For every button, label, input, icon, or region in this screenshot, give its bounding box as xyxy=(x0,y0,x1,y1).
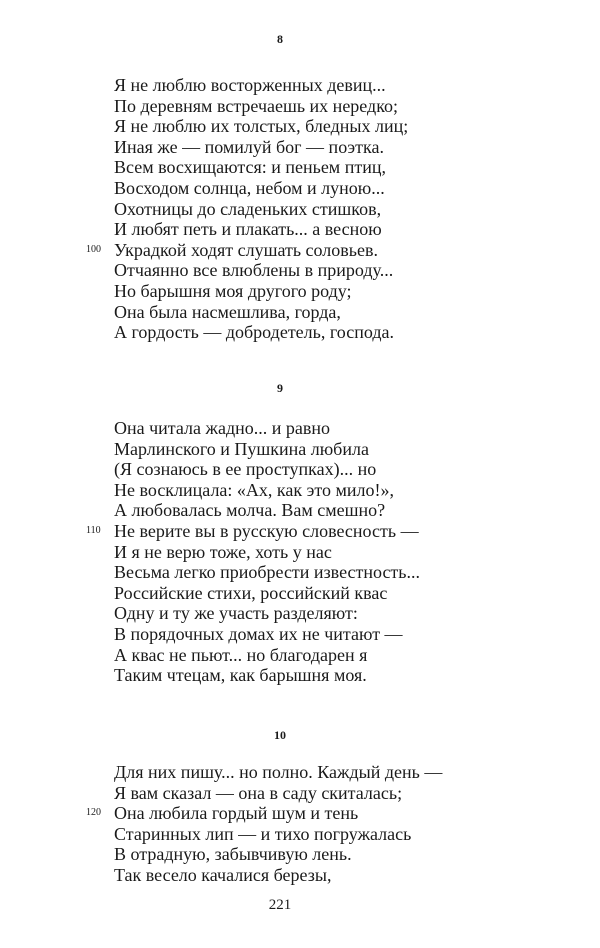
verse-line: Весьма легко приобрести известность... xyxy=(114,562,421,583)
verse-line: В отрадную, забывчивую лень. xyxy=(114,844,352,865)
verse-line: Так весело качалися березы, xyxy=(114,864,332,885)
verse-line: Иная же — помилуй бог — поэтка. xyxy=(114,136,384,157)
stanza-number-8: 8 xyxy=(277,32,283,46)
verse-line: Я не люблю восторженных девиц... xyxy=(114,75,386,95)
stanza-number-9: 9 xyxy=(277,381,283,395)
verse-line xyxy=(86,239,554,261)
verse-line: Отчаянно все влюблены в природу... xyxy=(114,260,394,281)
line-number: 100 xyxy=(86,243,101,255)
verse-line-text: Она любила гордый шум и тень xyxy=(114,803,359,824)
verse-line: Восходом солнца, небом и луною... xyxy=(114,177,385,198)
verse-line: Для них пишу... но полно. Каждый день — xyxy=(114,762,443,782)
verse-line: В порядочных домах их не читают — xyxy=(114,623,403,644)
verse-line: И любят петь и плакать... а весною xyxy=(114,219,382,240)
page-number: 221 xyxy=(268,897,292,913)
verse-line: По деревням встречаешь их нередко; xyxy=(114,95,399,116)
verse-line: Российские стихи, российский квас xyxy=(114,582,388,603)
verse-line: Она была насмешлива, горда, xyxy=(114,301,341,322)
verse-line-text: Не верите вы в русскую словесность — xyxy=(114,520,419,541)
verse-line: Она читала жадно... и равно xyxy=(114,418,330,438)
verse-line: Охотницы до сладеньких стишков, xyxy=(114,198,382,219)
verse-line: А любовалась молча. Вам смешно? xyxy=(114,500,386,521)
verse-line: Старинных лип — и тихо погружалась xyxy=(114,823,412,844)
verse-line xyxy=(86,803,554,824)
line-number: 120 xyxy=(86,807,101,819)
verse-line: Марлинского и Пушкина любила xyxy=(114,438,369,459)
verse-line: Не восклицала: «Ах, как это мило!», xyxy=(114,479,394,500)
stanza-9 xyxy=(86,418,554,686)
stanza-number-10: 10 xyxy=(274,728,286,742)
verse-line: И я не верю тоже, хоть у нас xyxy=(114,541,332,562)
verse-line: А квас не пьют... но благодарен я xyxy=(114,644,368,665)
stanza-8 xyxy=(86,75,554,343)
verse-line: Всем восхищаются: и пеньем птиц, xyxy=(114,157,386,178)
verse-line: Но барышня моя другого роду; xyxy=(114,280,352,301)
line-number: 110 xyxy=(86,524,101,536)
verse-line: (Я сознаюсь в ее проступках)... но xyxy=(114,459,377,480)
verse-line: Одну и ту же участь разделяют: xyxy=(114,603,358,624)
stanza-10 xyxy=(86,762,554,886)
verse-line-text: Украдкой ходят слушать соловьев. xyxy=(114,239,378,260)
verse-line: Таким чтецам, как барышня моя. xyxy=(114,665,367,686)
verse-line xyxy=(86,520,554,542)
verse-line: Я вам сказал — она в саду скиталась; xyxy=(114,782,403,803)
verse-line: Я не люблю их толстых, бледных лиц; xyxy=(114,116,409,137)
verse-line: А гордость — добродетель, господа. xyxy=(114,322,394,343)
